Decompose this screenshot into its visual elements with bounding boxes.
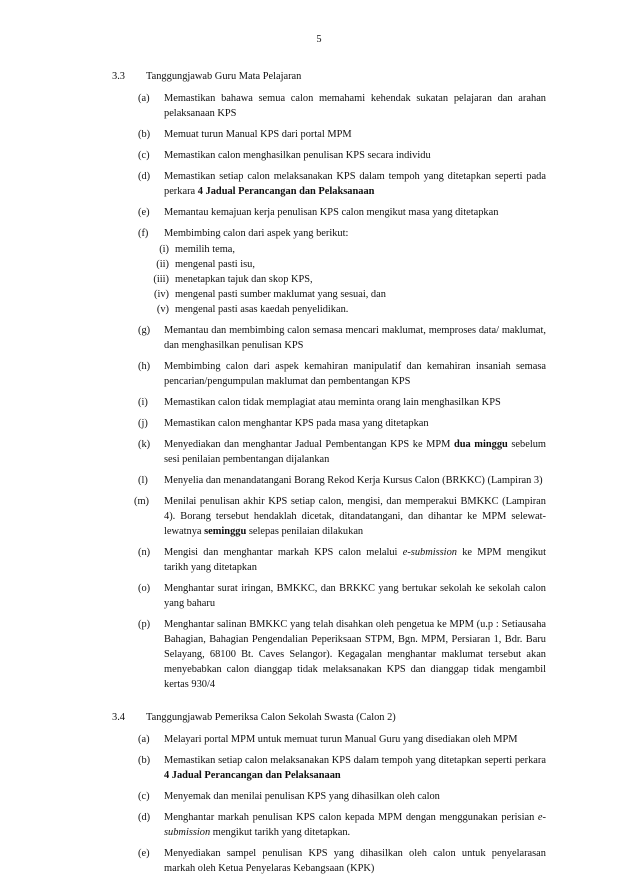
bold-text: seminggu <box>204 526 247 537</box>
text-segment: Memastikan setiap calon melaksanakan KPS dalam tempoh yang ditetapkan seperti pada perkara <box>164 171 546 197</box>
item-label: (n) <box>138 547 151 558</box>
item-text <box>164 148 546 163</box>
list-item-block <box>138 437 546 467</box>
item-label: (d) <box>138 171 151 182</box>
text-segment: Menyelia dan menandatangani Borang Rekod Kerja Kursus Calon (BRKKC) (Lampiran 3) <box>164 475 543 486</box>
list-item <box>138 226 546 317</box>
sub-item-text: mengenal pasti sumber maklumat yang sesuai, dan <box>175 289 386 300</box>
item-label: (c) <box>138 150 150 161</box>
list-item-block <box>138 789 546 804</box>
item-text <box>164 753 546 783</box>
section-3-3 <box>112 69 546 692</box>
list-item-block <box>138 169 546 199</box>
item-text <box>164 323 546 353</box>
text-segment: sebelum sesi penilaian pembentangan dijalankan <box>164 439 546 465</box>
item-text <box>164 581 546 611</box>
section-3-4 <box>112 710 546 876</box>
sub-item <box>138 302 546 317</box>
item-label: (g) <box>138 325 151 336</box>
list-item-block <box>138 127 546 142</box>
list-item <box>138 169 546 199</box>
text-segment: Melayari portal MPM untuk memuat turun Manual Guru yang disediakan oleh MPM <box>164 734 518 745</box>
item-label: (l) <box>138 475 148 486</box>
item-label: (a) <box>138 93 150 104</box>
item-label: (h) <box>138 361 151 372</box>
list-item <box>138 846 546 876</box>
text-segment: Menghantar salinan BMKKC yang telah disahkan oleh pengetua ke MPM (u.p : Setiausaha Bahagian, Bahagian Pengendalian Peperiksaan STPM, Bgn. MPM, Persiaran 1, Bdr. Baru Selayang, 68100 Bt. Caves Selangor). Kegagalan menghantar maklumat tersebut akan menyebabkan calon dianggap tidak melaksanakan KPS dan dianggap tidak mengambil kertas 930/4 <box>164 619 546 690</box>
item-label: (b) <box>138 129 151 140</box>
item-label: (i) <box>138 397 148 408</box>
list-item <box>138 810 546 840</box>
item-text <box>164 169 546 199</box>
item-text <box>164 810 546 840</box>
sub-item-label: (iv) <box>153 289 169 300</box>
text-segment: Memastikan bahawa semua calon memahami kehendak sukatan pelajaran dan arahan pelaksanaan KPS <box>164 93 546 119</box>
list-item-block <box>138 473 546 488</box>
text-segment: Memastikan calon menghasilkan penulisan KPS secara individu <box>164 150 431 161</box>
item-text <box>164 205 546 220</box>
list-item <box>138 789 546 804</box>
list-item-block <box>138 323 546 353</box>
text-segment: Menghantar surat iringan, BMKKC, dan BRKKC yang bertukar sekolah ke sekolah calon yang baharu <box>164 583 546 609</box>
item-label: (k) <box>138 439 151 450</box>
item-label: (e) <box>138 207 150 218</box>
item-text <box>164 494 546 539</box>
list-item <box>138 581 546 611</box>
sub-item <box>138 257 546 272</box>
sub-item-text: menetapkan tajuk dan skop KPS, <box>175 274 313 285</box>
item-text <box>164 127 546 142</box>
list-item-block <box>138 753 546 783</box>
list-item <box>138 395 546 410</box>
sub-item-label: (v) <box>156 304 169 315</box>
text-segment: Menyediakan sampel penulisan KPS yang dihasilkan oleh calon untuk penyelarasan markah oleh Ketua Penyelaras Kebangsaan (KPK) <box>164 848 546 874</box>
item-label: (f) <box>138 228 149 239</box>
list-item <box>138 148 546 163</box>
item-text <box>164 617 546 692</box>
bold-text: dua minggu <box>453 439 508 450</box>
text-segment: Memastikan setiap calon melaksanakan KPS dalam tempoh yang ditetapkan seperti perkara <box>164 755 546 766</box>
item-label: (c) <box>138 791 150 802</box>
list-item <box>134 494 546 539</box>
item-label: (d) <box>138 812 151 823</box>
text-segment: Memastikan calon tidak memplagiat atau meminta orang lain menghasilkan KPS <box>164 397 501 408</box>
text-segment: Membimbing calon dari aspek kemahiran manipulatif dan kemahiran insaniah semasa pencarian/pengumpulan maklumat dan pembentangan KPS <box>164 361 546 387</box>
item-text <box>164 91 546 121</box>
item-text <box>164 846 546 876</box>
text-segment: selepas penilaian dilakukan <box>246 526 364 537</box>
item-text <box>164 473 546 488</box>
list-item-block <box>138 395 546 410</box>
item-text <box>164 732 546 747</box>
item-label: (e) <box>138 848 150 859</box>
list-item <box>138 359 546 389</box>
sub-item-label: (iii) <box>153 274 169 285</box>
list-item-block <box>134 494 546 539</box>
text-segment: ke MPM mengikut tarikh yang ditetapkan <box>164 547 547 573</box>
sub-list <box>138 242 546 317</box>
list-item-block <box>138 148 546 163</box>
sub-item <box>138 287 546 302</box>
list-item <box>138 127 546 142</box>
list-item-block <box>138 359 546 389</box>
text-segment: Memastikan calon menghantar KPS pada masa yang ditetapkan <box>164 418 429 429</box>
list-item-block <box>138 91 546 121</box>
section-heading <box>112 69 546 84</box>
sub-item-label: (ii) <box>156 259 169 270</box>
text-segment: Menilai penulisan akhir KPS setiap calon, mengisi, dan memperakui BMKKC (Lampiran 4). Borang tersebut hendaklah dicetak, ditandatangani, dan dihantar ke MPM selewat-lewatnya <box>164 496 546 537</box>
item-list <box>134 91 547 692</box>
section-title: Tanggungjawab Guru Mata Pelajaran <box>146 71 302 82</box>
item-text <box>164 416 546 431</box>
list-item-block <box>138 416 546 431</box>
item-text <box>164 395 546 410</box>
item-text <box>164 437 546 467</box>
bold-text: 4 Jadual Perancangan dan Pelaksanaan <box>197 186 375 197</box>
item-label: (m) <box>134 496 150 507</box>
bold-text: 4 Jadual Perancangan dan Pelaksanaan <box>164 770 341 781</box>
text-segment: Menghantar markah penulisan KPS calon kepada MPM dengan menggunakan perisian <box>164 812 538 823</box>
list-item <box>138 545 546 575</box>
text-segment: mengikut tarikh yang ditetapkan. <box>210 827 351 838</box>
page-number: 5 <box>316 34 322 45</box>
list-item-block <box>138 846 546 876</box>
item-text <box>164 545 546 575</box>
text-segment: Menyemak dan menilai penulisan KPS yang dihasilkan oleh calon <box>164 791 440 802</box>
section-heading <box>112 710 546 725</box>
sub-item-label: (i) <box>159 244 169 255</box>
item-label: (j) <box>138 418 148 429</box>
sub-item-text: mengenal pasti asas kaedah penyelidikan. <box>175 304 349 315</box>
sub-item <box>138 242 546 257</box>
item-label: (b) <box>138 755 151 766</box>
list-item-block <box>138 581 546 611</box>
italic-text: e-submission <box>164 812 546 838</box>
text-segment: Memantau kemajuan kerja penulisan KPS calon mengikut masa yang ditetapkan <box>164 207 499 218</box>
text-segment: Memantau dan membimbing calon semasa mencari maklumat, memproses data/ maklumat, dan menghasilkan penulisan KPS <box>164 325 546 351</box>
sub-item-text: memilih tema, <box>175 244 236 255</box>
list-item <box>138 617 546 692</box>
item-list <box>138 732 546 876</box>
section-title: Tanggungjawab Pemeriksa Calon Sekolah Swasta (Calon 2) <box>146 712 396 723</box>
italic-text: e-submission <box>402 547 457 558</box>
text-segment: Membimbing calon dari aspek yang berikut: <box>164 228 349 239</box>
item-text <box>164 789 546 804</box>
sub-item <box>138 272 546 287</box>
list-item <box>138 205 546 220</box>
list-item <box>138 437 546 467</box>
section-number: 3.4 <box>112 712 125 723</box>
item-label: (a) <box>138 734 150 745</box>
list-item-block <box>138 226 546 317</box>
list-item <box>138 416 546 431</box>
list-item-block <box>138 545 546 575</box>
list-item <box>138 323 546 353</box>
list-item-block <box>138 205 546 220</box>
list-item <box>138 473 546 488</box>
item-label: (o) <box>138 583 151 594</box>
list-item <box>138 732 546 747</box>
item-text <box>153 226 546 317</box>
list-item-block <box>138 810 546 840</box>
text-segment: Mengisi dan menghantar markah KPS calon melalui <box>164 547 403 558</box>
list-item-block <box>138 617 546 692</box>
text-segment: Memuat turun Manual KPS dari portal MPM <box>164 129 352 140</box>
item-text <box>164 359 546 389</box>
list-item-block <box>138 732 546 747</box>
text-segment: Menyediakan dan menghantar Jadual Pembentangan KPS ke MPM <box>164 439 454 450</box>
sub-item-text: mengenal pasti isu, <box>175 259 255 270</box>
list-item <box>138 91 546 121</box>
section-number: 3.3 <box>112 71 125 82</box>
item-label: (p) <box>138 619 151 630</box>
document-body <box>112 69 546 894</box>
list-item <box>138 753 546 783</box>
